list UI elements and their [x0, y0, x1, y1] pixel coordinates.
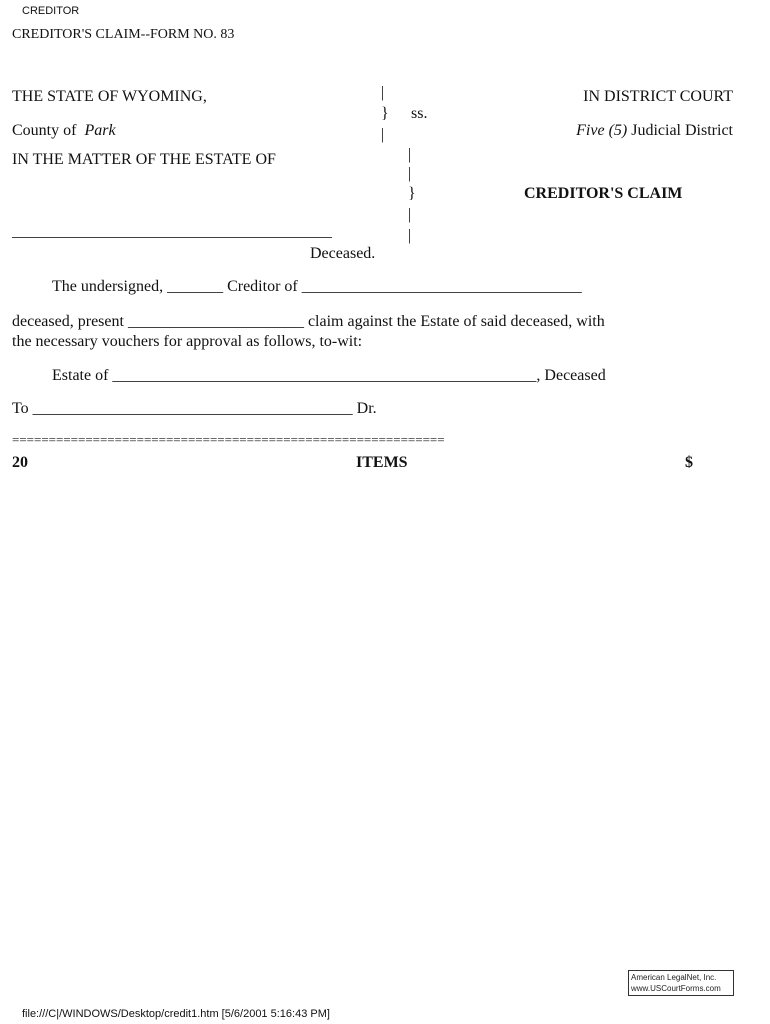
caption-bar: | [408, 146, 412, 163]
publisher-url: www.USCourtForms.com [631, 984, 721, 993]
form-short-label: CREDITOR [22, 5, 80, 17]
court-name: IN DISTRICT COURT [583, 88, 733, 105]
to-debtor-line: To ________________________________________ Dr. [12, 400, 377, 417]
caption-brace: } [408, 185, 416, 202]
form-title: CREDITOR'S CLAIM--FORM NO. 83 [12, 27, 235, 42]
state-name: THE STATE OF WYOMING, [12, 88, 207, 105]
publisher-name: American LegalNet, Inc. [631, 973, 717, 982]
county-line [12, 122, 116, 140]
undersigned-line: The undersigned, _______ Creditor of ___________________________________ [52, 278, 582, 295]
district-line [576, 122, 733, 140]
caption-bar: | [381, 126, 385, 143]
publisher-stamp [628, 970, 734, 996]
caption-brace: } [381, 105, 389, 122]
decedent-name-blank: ________________________________________ [12, 223, 332, 240]
vouchers-line: the necessary vouchers for approval as follows, to-wit: [12, 333, 363, 350]
file-path-footer: file:///C|/WINDOWS/Desktop/credit1.htm [5/6/2001 5:16:43 PM] [22, 1008, 330, 1020]
caption-bar: | [408, 165, 412, 182]
ss-label: ss. [411, 105, 428, 122]
estate-of-line: Estate of _____________________________________________________, Deceased [52, 367, 606, 384]
document-title: CREDITOR'S CLAIM [524, 185, 683, 202]
county-label: County of [12, 122, 77, 139]
amount-column-header: $ [685, 454, 693, 471]
estate-matter-heading: IN THE MATTER OF THE ESTATE OF [12, 151, 276, 168]
district-label: Judicial District [631, 122, 733, 139]
district-number: Five (5) [576, 122, 628, 139]
present-claim-line: deceased, present ______________________ claim against the Estate of said deceased, with [12, 313, 605, 330]
caption-bar: | [408, 206, 412, 223]
table-separator: =========================================================== [12, 433, 445, 447]
year-column-header: 20 [12, 454, 28, 471]
caption-bar: | [408, 227, 412, 244]
items-column-header: ITEMS [356, 454, 408, 471]
caption-bar: | [381, 84, 385, 101]
deceased-label: Deceased. [310, 245, 376, 262]
county-value: Park [84, 122, 116, 139]
